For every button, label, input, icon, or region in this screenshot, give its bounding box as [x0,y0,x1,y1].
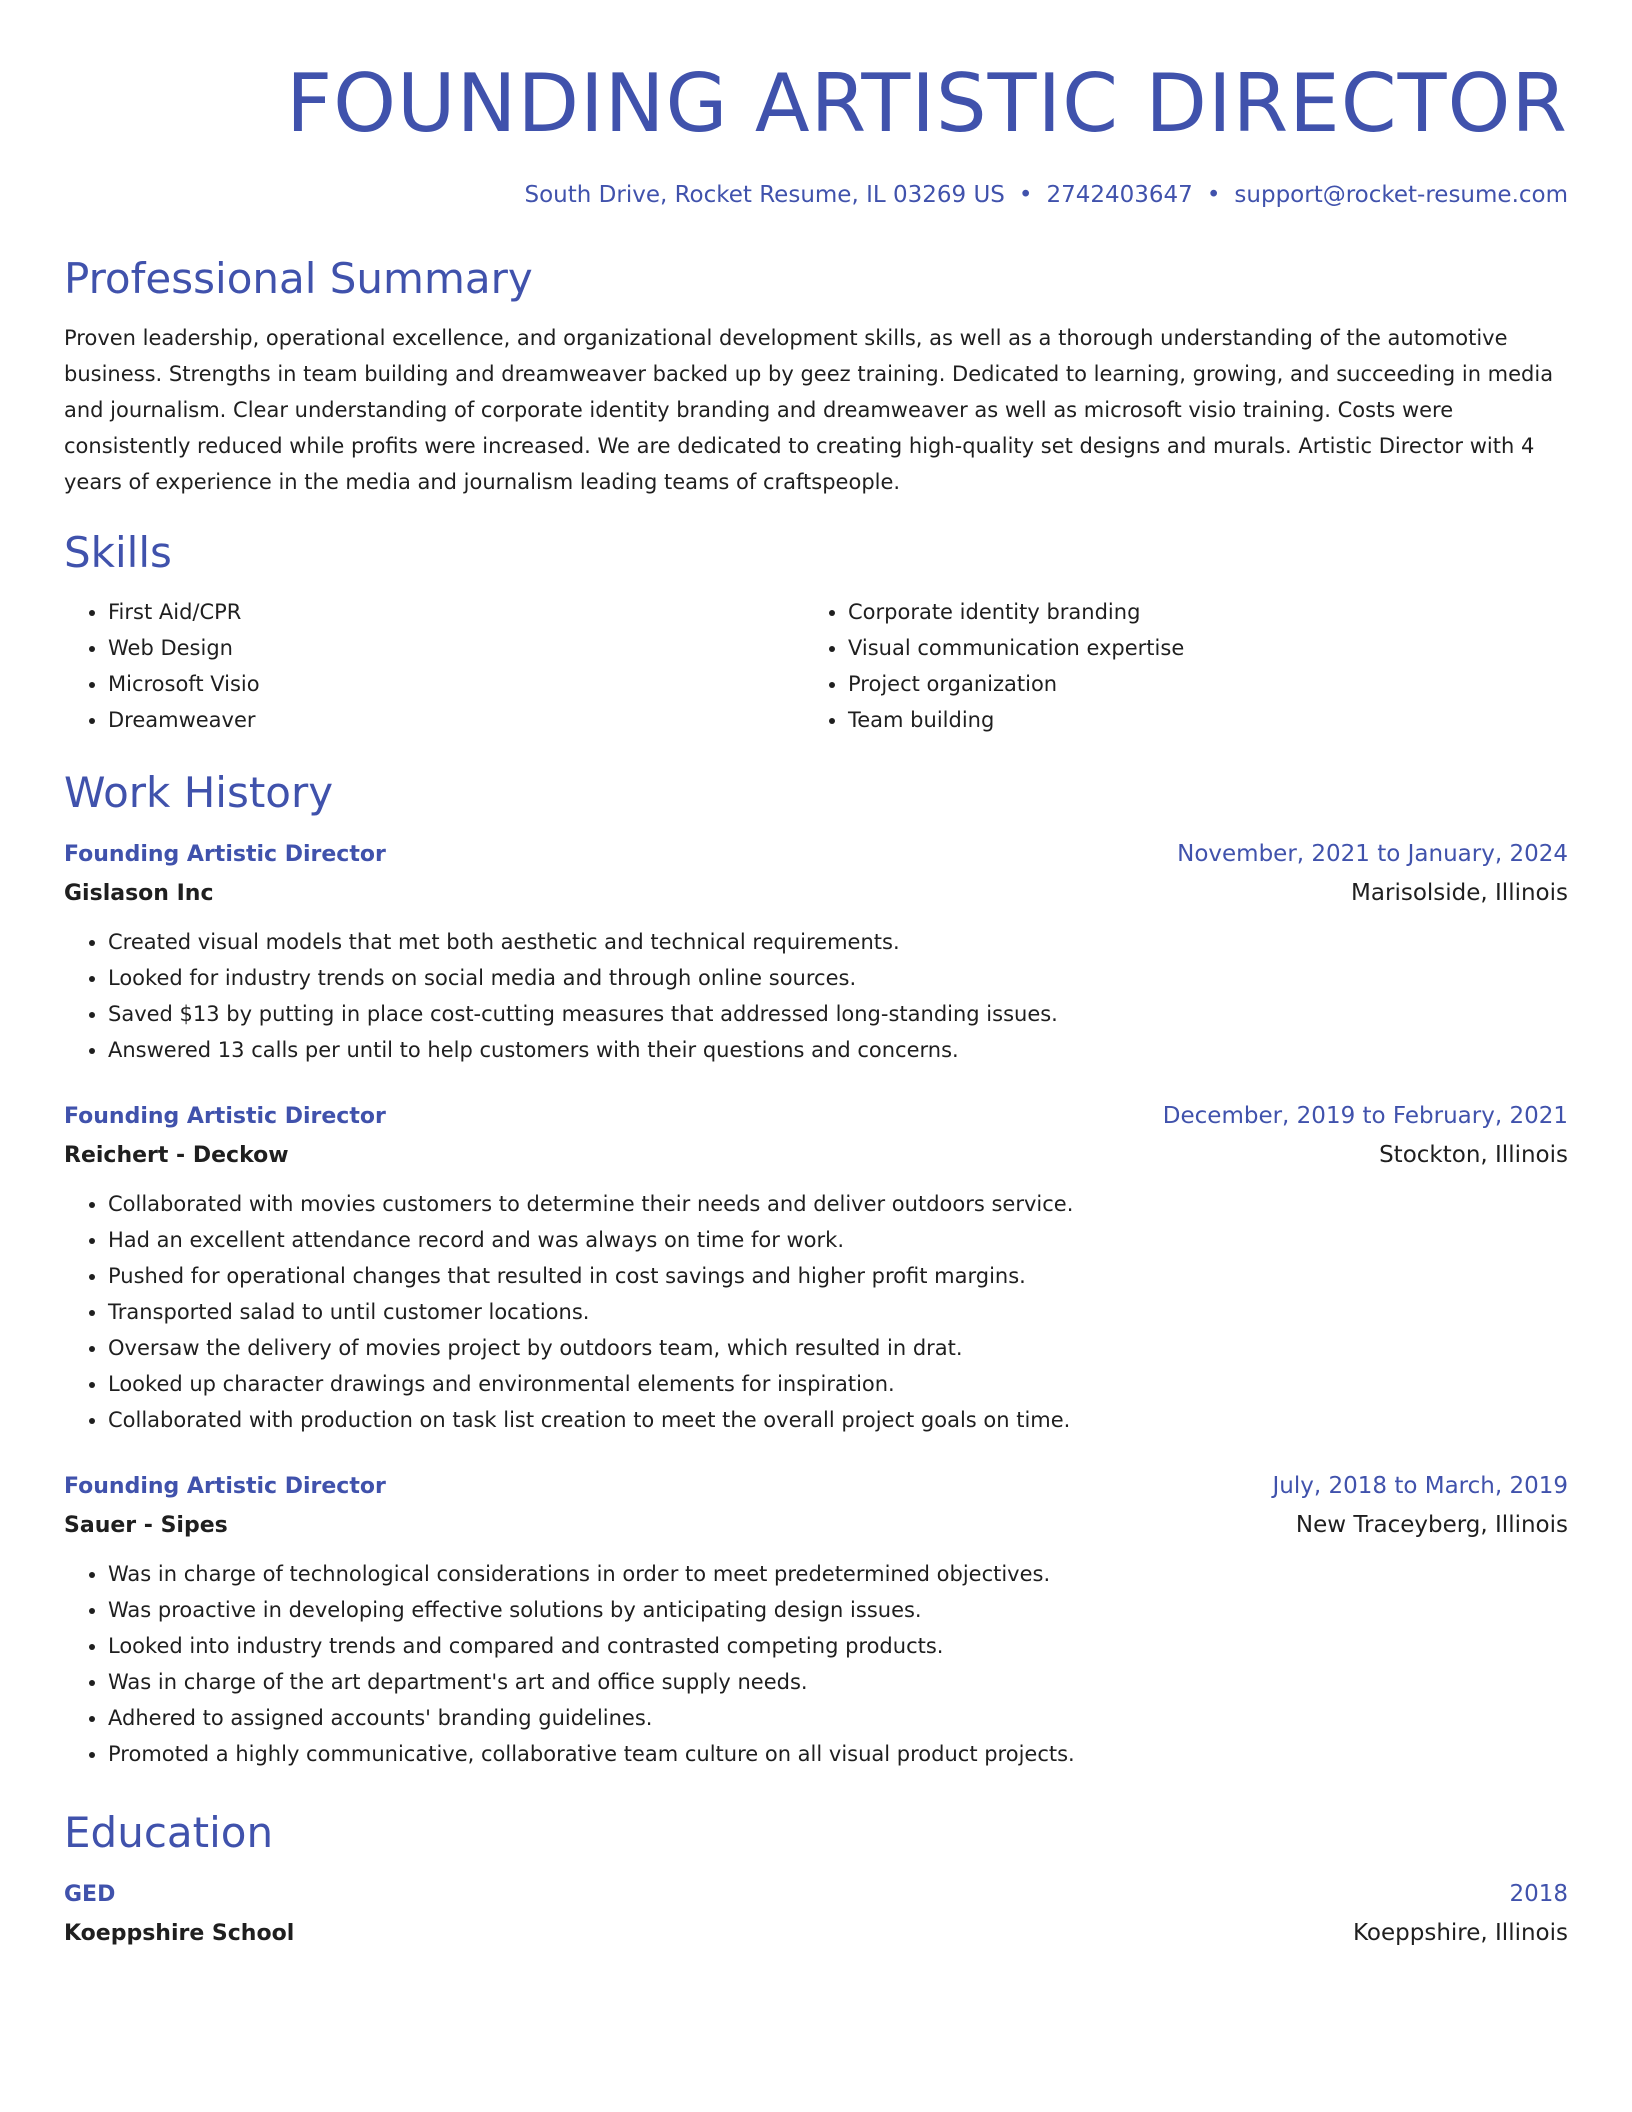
job-bullet: • Saved $13 by putting in place cost-cutting measures that addressed long-standing issues. [108,996,1568,1032]
job-bullets [64,1556,1568,1772]
education-degree: GED [64,1882,116,1907]
summary-text: Proven leadership, operational excellence, and organizational development skills, as well as a thorough understanding of the automotive business. Strengths in team building and dreamweaver backed up by geez training. Dedicated to learning, growing, and succeeding in media and journalism. Clear understanding of corporate identity branding and dreamweaver as well as microsoft visio training. Costs were consistently reduced while profits were increased. We are dedicated to creating high-quality set designs and murals. Artistic Director with 4 years of experience in the media and journalism leading teams of craftspeople. [64,326,1554,494]
contact-line [64,180,1568,210]
job-bullet: • Was in charge of technological considerations in order to meet predetermined objectives. [108,1556,1568,1592]
job-bullet: • Pushed for operational changes that resulted in cost savings and higher profit margins. [108,1258,1568,1294]
skill-item: • Visual communication expertise [848,630,1564,666]
contact-phone: 2742403647 [1046,182,1193,208]
skill-item: • Microsoft Visio [108,666,804,702]
skill-item: • Project organization [848,666,1564,702]
job-company: Sauer - Sipes [64,1513,228,1538]
job-entry [64,836,1568,1068]
job-bullet: • Had an excellent attendance record and was always on time for work. [108,1222,1568,1258]
resume-name: FOUNDING ARTISTIC DIRECTOR [286,57,1568,150]
job-location: Marisolside, Illinois [1351,880,1568,906]
job-title: Founding Artistic Director [64,1104,386,1129]
skills-heading: Skills [64,528,172,577]
job-location: Stockton, Illinois [1379,1142,1568,1168]
job-company: Gislason Inc [64,881,214,906]
job-bullet: • Collaborated with production on task list creation to meet the overall project goals on time. [108,1402,1568,1438]
skill-item: • First Aid/CPR [108,594,804,630]
job-entry [64,1468,1568,1772]
job-bullet: • Promoted a highly communicative, collaborative team culture on all visual product projects. [108,1736,1568,1772]
education-heading: Education [64,1808,274,1857]
job-bullet: • Created visual models that met both aesthetic and technical requirements. [108,924,1568,960]
education-year: 2018 [1509,1881,1568,1907]
contact-address: South Drive, Rocket Resume, IL 03269 US [524,182,1005,208]
education-school: Koeppshire School [64,1921,295,1946]
job-bullet: • Was in charge of the art department's art and office supply needs. [108,1664,1568,1700]
job-company: Reichert - Deckow [64,1143,289,1168]
job-dates: November, 2021 to January, 2024 [1177,841,1568,867]
skills-list [64,594,1568,738]
job-bullet: • Was proactive in developing effective solutions by anticipating design issues. [108,1592,1568,1628]
skills-column-left [64,594,804,738]
contact-separator: • [1018,182,1033,208]
job-bullets [64,1186,1568,1438]
job-bullet: • Looked for industry trends on social media and through online sources. [108,960,1568,996]
skill-item: • Corporate identity branding [848,594,1564,630]
job-bullet: • Looked into industry trends and compared and contrasted competing products. [108,1628,1568,1664]
job-entry [64,1098,1568,1438]
education-location: Koeppshire, Illinois [1352,1920,1568,1946]
job-dates: December, 2019 to February, 2021 [1162,1103,1568,1129]
job-bullets [64,924,1568,1068]
job-bullet: • Answered 13 calls per until to help customers with their questions and concerns. [108,1032,1568,1068]
skill-item: • Dreamweaver [108,702,804,738]
summary-heading: Professional Summary [64,254,533,303]
education-entry [64,1876,1568,1954]
skill-item: • Web Design [108,630,804,666]
job-bullet: • Looked up character drawings and environmental elements for inspiration. [108,1366,1568,1402]
job-bullet: • Collaborated with movies customers to determine their needs and deliver outdoors service. [108,1186,1568,1222]
job-dates: July, 2018 to March, 2019 [1272,1473,1568,1499]
job-bullet: • Adhered to assigned accounts' branding guidelines. [108,1700,1568,1736]
skills-column-right [804,594,1564,738]
skill-item: • Team building [848,702,1564,738]
contact-email: support@rocket-resume.com [1234,182,1568,208]
job-title: Founding Artistic Director [64,842,386,867]
job-bullet: • Transported salad to until customer locations. [108,1294,1568,1330]
job-title: Founding Artistic Director [64,1474,386,1499]
contact-separator: • [1206,182,1221,208]
work-history-heading: Work History [64,768,334,817]
job-location: New Traceyberg, Illinois [1295,1512,1568,1538]
job-bullet: • Oversaw the delivery of movies project by outdoors team, which resulted in drat. [108,1330,1568,1366]
